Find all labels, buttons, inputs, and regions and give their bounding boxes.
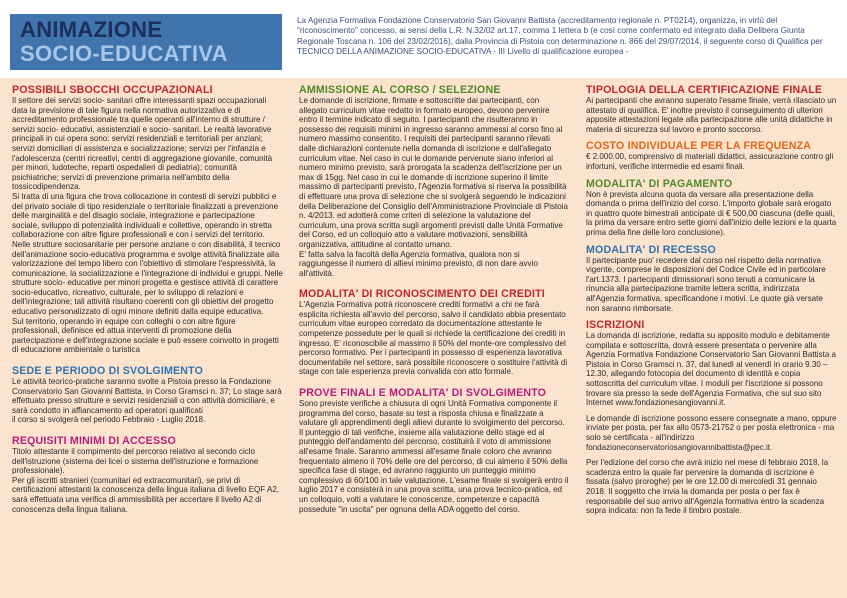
section-heading: MODALITA' DI RECESSO xyxy=(586,243,716,256)
section-text: Il settore dei servizi socio- sanitari offre interessanti spazi occupazionali data la previsione di tale figura nella normativa autorizzativa e di accreditamento professionale tra quelle operanti all'interno di strutture / servizi socio- educativi, assistenziali e socio- sanitari. Le realtà lavorative principali in cui opera sono: servizi residenziali e territoriali per anziani; servizi domiciliari di assistenza e socializzazione; servizi per l'infanzia e l'adolescenza (centri ricreativi, centri di aggregazione giovanile, comunità per minori, ludoteche, reparti ospedalieri di pediatria); comunità psichiatriche; servizi di prevenzione primaria nell'ambito della tossicodipendenza. xyxy=(12,96,273,192)
section-text: Non è prevista alcuna quota da versare alla presentazione della domanda o prima dell'inizio del corso. L'importo globale sarà erogato in quattro quote bimestrali anticipate di € 500,00 ciascuna (delle quali, la prima da versare entro sette giorni dall'inizio delle lezioni e la quarta prima della fine delle loro conclusione). xyxy=(586,189,837,237)
section-text: Per gli iscritti stranieri (comunitari ed extracomunitari), se privi di certificazioni attestanti la conoscenza della lingua italiana di livello EQF A2, sarà effettuata una verifica di ammissibilità per accertare il livello A2 di conoscenza della lingua italiana. xyxy=(12,475,280,514)
section-text: L'Agenzia Formativa potrà riconoscere crediti formativi a chi ne farà esplicita richiesta all'avvio del percorso, salvo il candidato abbia presentato curriculum vitae europeo corredato da documentazione attestante le competenze possedute per le quali si richiede la certificazione dei crediti in ingresso. E' riconoscibile al massimo il 50% del monte-ore complessivo del percorso formativo. Per i partecipanti in possesso di esperienza lavorativa documentabile nel settore, sarà possibile riconoscere o sostituire l'attività di stage con tale esperienza previa convalida con atto formale. xyxy=(299,300,568,377)
section-text: La domanda di iscrizione, redatta su apposito modulo e debitamente compilata e sottoscritta, dovrà essere presentata o pervenire alla Agenzia Formativa Fondazione Conservatorio San Giovanni Battista a Pistoia in Corso Gramsci n. 37, dal lunedì al venerdì in orario 9.30 – 12.30, allegando fotocopia del documento di identità e copia sottoscritta del curriculum vitae. I moduli per l'iscrizione si possono trovare sia presso la sede dell'Agenzia Formativa, che sul suo sito Internet www.fondazionesangiovanni.it. xyxy=(586,331,837,408)
section-heading: REQUISITI MINIMI DI ACCESSO xyxy=(12,435,176,447)
title-box xyxy=(10,14,282,70)
section-text: Si tratta di una figura che trova collocazione in contesti di servizi pubblici e del privato sociale di tipo residenziale o territoriale finalizzati a prevenzione delle marginalità e del disagio sociale, integrazione e partecipazione sociale, sviluppo di potenzialità individuali e collettive, operando in stretta collaborazione con altre figure professionali e con i servizi del territorio. xyxy=(12,191,279,240)
section-heading: ISCRIZIONI xyxy=(586,319,645,332)
page-title-line2: SOCIO-EDUCATIVA xyxy=(20,41,228,66)
column-3 xyxy=(586,84,838,594)
section-text: Le domande di iscrizione possono essere consegnate a mano, oppure inviate per posta, per fax allo 0573-21752 o per posta elettronica - ma solo se certificata - all'indirizzo fondazioneconservatoriosangiovannibattista@pec.it. xyxy=(586,413,837,452)
section-text: Il partecipante puo' recedere dal corso nel rispetto della normativa vigente, comprese le disposizioni del Codice Civile ed in particolare l'art.1373. I partecipanti dimissionari sono tenuti a comunicare la rinuncia alla partecipazione tramite lettera scritta, indirizzata all'Agenzia formativa, specificandone i motivi. Le quote già versate non saranno rimborsate. xyxy=(586,255,826,313)
page-title-line1: ANIMAZIONE xyxy=(20,17,163,42)
section-text: Ai partecipanti che avranno superato l'esame finale, verrà rilasciato un attestato di qualifica. E' inoltre previsto il conseguimento di ulteriori apposite attestazioni legate alla partecipazione alle unità didattiche in materia di sicurezza sul lavoro e pronto soccorso. xyxy=(586,96,837,134)
section-text: Le domande di iscrizione, firmate e sottoscritte dai partecipanti, con allegato curriculum vitae redatto in formato europeo, devono pervenire entro il termine indicato di seguito. I partecipanti che risulteranno in possesso dei requisiti minimi in ingresso saranno ammessi al corso fino al numero massimo consentito. I requisiti dei partecipanti saranno rilevati dalle dichiarazioni contenute nella domanda di iscrizione e dall'allegato curriculum vitae. Nel caso in cui le domande pervenute siano inferiori al numero minimo previsto, sarà prorogata la scadenza dell'iscrizione per un max di 15gg. Nel caso in cui le domande di iscrizione superino il limite massimo di partecipanti previsto, l'Agenzia formativa si riserva la possibilità di effettuare una prova di selezione che si svolgerà seguendo le indicazioni della Deliberazione del Consiglio dell'Amministrazione Provinciale di Pistoia n. 4/2013. ed adotterà come criteri di selezione la valutazione del curriculum, una prova scritta sugli argomenti previsti dalle Unità Formative del Corso, ed un colloquio atto a valutare motivazioni, sensibilità organizzativa, attitudine al contatto umano. xyxy=(299,96,569,249)
section-text: Sul territorio, operando in equipe con colleghi o con altre figure professionali, definisce ed attua interventi di promozione della partecipazione e dell'integrazione sociale e può essere coinvolto in progetti di educazione ambientale o turistica xyxy=(12,316,279,355)
section-text: il corso si svolgerà nel periodo Febbraio - Luglio 2018. xyxy=(12,415,206,425)
section-text: E' fatta salva la facoltà della Agenzia formativa, qualora non si raggiungesse il numero di allievi minimo previsto, di non dare avvio all'attività. xyxy=(299,249,538,278)
section-text: Sono previste verifiche a chiusura di ogni Unità Formativa componente il programma del corso, basate su test a risposta chiusa e finalizzate a valutare gli apprendimenti degli allievi durante lo svolgimento del percorso. Il punteggio di tali verifiche, insieme alla valutazione dello stage ed al punteggio dell'andamento del percorso, costituirà il voto di ammissione all'esame finale. Saranno ammessi all'esame finale coloro che avranno frequentato almeno il 70% delle ore del percorso, di cui almeno il 50% della specifica fase di stage, ed avranno raggiunto un punteggio minimo complessivo di 60/100 in tale valutazione. L'esame finale si svolgerà entro il luglio 2017 e consisterà in una prova scritta, una prova tecnico-pratica, ed un colloquio, volti a valutare le conoscenze, competenze e capacità possedute "in uscita" per ognuna della ADA oggetto del corso. xyxy=(299,399,569,514)
section-heading: SEDE E PERIODO DI SVOLGIMENTO xyxy=(12,365,204,378)
section-heading: TIPOLOGIA DELLA CERTIFICAZIONE FINALE xyxy=(586,84,823,96)
section-text: Nelle strutture sociosanitarie per persone anziane o con disabilità, il tecnico dell'animazione socio-educativa programma e svolge attività finalizzate alla valorizzazione del tempo libero con l'obiettivo di stimolare l'espressività, la comunicazione, la socializzazione e l'integrazione di individui e gruppi. Nelle strutture socio- educative per minori progetta e gestisce attività di carattere socio-educativo, ricreativo, culturale, per lo sviluppo di relazioni e dell'integrazione; tali attività risultano coerenti con gli obiettivi del progetto educativo personalizzato di ogni minore definiti dalla equipe educativa. xyxy=(12,239,283,317)
section-text: Per l'edizione del corso che avrà inizio nel mese di febbraio 2018, la scadenza entro la quale far pervenire la domanda di iscrizione è fissata (salvo proroghe) per le ore 12.00 di mercoledì 31 gennaio 2018. Il soggetto che invia la domanda per posta o per fax è responsabile del suo arrivo all'Agenzia formativa entro la scadenza sopra indicata: non fa fede il timbro postale. xyxy=(586,458,829,516)
section-text: Titolo attestante il compimento del percorso relativo al secondo ciclo dell'istruzione (sistema dei licei o sistema dell'istruzione e formazione professionale). xyxy=(12,447,259,476)
section-heading: MODALITA' DI RICONOSCIMENTO DEI CREDITI xyxy=(299,288,545,301)
section-text: Le attività teorico-pratiche saranno svolte a Pistoia presso la Fondazione Conservatorio San Giovanni Battista, in Corso Gramsci n. 37; Lo stage sarà effettuato presso strutture e servizi residenziali o con attività domiciliare, e sarà condotto in affiancamento ad operatori qualificati xyxy=(12,377,282,415)
section-text: € 2.000.00, comprensivo di materiali didattici, assicurazione contro gli infortuni, verifiche intermedie ed esami finali. xyxy=(586,152,834,171)
section-heading: PROVE FINALI E MODALITA' DI SVOLGIMENTO xyxy=(299,387,547,400)
column-2 xyxy=(299,84,569,594)
section-heading: COSTO INDIVIDUALE PER LA FREQUENZA xyxy=(586,140,812,153)
section-heading: MODALITA' DI PAGAMENTO xyxy=(586,177,733,190)
intro-text: La Agenzia Formativa Fondazione Conservatorio San Giovanni Battista (accreditamento regionale n. PT0214), organizza, in virtù del "riconoscimento" concesso, ai sensi della L.R. N.32/02 art.17, comma 1 lettera b (e così come confermato ed integrato dalla Delibera Giunta Regionale Toscana n. 106 del 23/02/2016), dalla Provincia di Pistoia con determinazione n. 866 del 29/07/2014, il seguente corso di Qualifica per TECNICO DELLA ANIMAZIONE SOCIO-EDUCATIVA - III Livello di qualificazione europea - xyxy=(297,16,823,57)
section-heading: AMMISSIONE AL CORSO / SELEZIONE xyxy=(299,84,501,96)
column-1 xyxy=(12,84,283,594)
section-heading: POSSIBILI SBOCCHI OCCUPAZIONALI xyxy=(12,84,213,96)
